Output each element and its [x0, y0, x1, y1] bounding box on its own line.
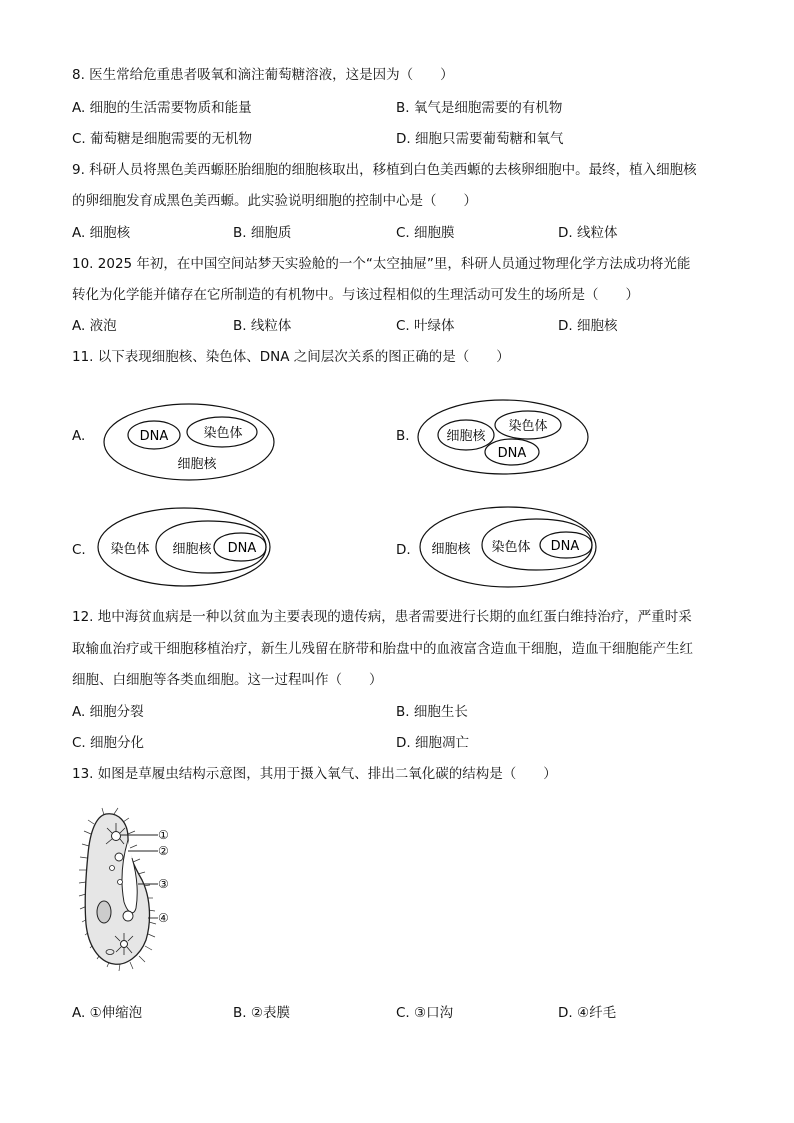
q12-stem-line-1: 12. 地中海贫血病是一种以贫血为主要表现的遗传病，患者需要进行长期的血红蛋白维持治疗，严重时采: [72, 609, 692, 625]
q11-c-chromosome-label: 染色体: [110, 542, 150, 557]
q8-option-c[interactable]: C. 葡萄糖是细胞需要的无机物: [72, 131, 253, 147]
q11-a-dna-label: DNA: [139, 429, 169, 444]
q9-stem-line-1: 9. 科研人员将黑色美西螈胚胎细胞的细胞核取出，移植到白色美西螈的去核卵细胞中。最终，植入细胞核: [72, 162, 697, 178]
q11-a-nucleus-label: 细胞核: [177, 457, 217, 472]
q13-option-d[interactable]: D. ④纤毛: [558, 1005, 617, 1021]
q10-option-b[interactable]: B. 线粒体: [233, 318, 292, 334]
marker-2: ②: [158, 844, 169, 858]
q11-diagram-d: [418, 504, 600, 590]
q11-diagram-a-label[interactable]: A.: [72, 428, 86, 444]
q13-option-a[interactable]: A. ①伸缩泡: [72, 1005, 143, 1021]
q11-d-nucleus-label: 细胞核: [431, 542, 471, 557]
q11-diagram-b: [416, 398, 591, 478]
q11-b-dna-label: DNA: [497, 446, 527, 461]
q11-b-nucleus-label: 细胞核: [446, 429, 486, 444]
q9-option-b[interactable]: B. 细胞质: [233, 225, 292, 241]
q12-option-c[interactable]: C. 细胞分化: [72, 735, 145, 751]
q9-option-c[interactable]: C. 细胞膜: [396, 225, 455, 241]
q8-option-b[interactable]: B. 氧气是细胞需要的有机物: [396, 100, 563, 116]
q12-option-d[interactable]: D. 细胞凋亡: [396, 735, 469, 751]
q8-option-d[interactable]: D. 细胞只需要葡萄糖和氧气: [396, 131, 564, 147]
q9-option-a[interactable]: A. 细胞核: [72, 225, 131, 241]
q11-diagram-c-label[interactable]: C.: [72, 542, 86, 558]
q13-stem: 13. 如图是草履虫结构示意图，其用于摄入氧气、排出二氧化碳的结构是（ ）: [72, 766, 557, 782]
q11-diagram-d-label[interactable]: D.: [396, 542, 411, 558]
q10-option-a[interactable]: A. 液泡: [72, 318, 117, 334]
q11-diagram-c: [96, 505, 278, 589]
paramecium-diagram: [76, 804, 186, 976]
q10-option-d[interactable]: D. 细胞核: [558, 318, 618, 334]
q10-stem-line-1: 10. 2025 年初，在中国空间站梦天实验舱的一个“太空抽屉”里，科研人员通过物理化学方法成功将光能: [72, 256, 691, 272]
q13-option-b[interactable]: B. ②表膜: [233, 1005, 290, 1021]
q11-b-chromosome-label: 染色体: [508, 419, 548, 434]
q11-diagram-a: [102, 402, 277, 484]
marker-1: ①: [158, 828, 169, 842]
q10-stem-line-2: 转化为化学能并储存在它所制造的有机物中。与该过程相似的生理活动可发生的场所是（ ）: [72, 287, 639, 303]
q8-option-a[interactable]: A. 细胞的生活需要物质和能量: [72, 100, 252, 116]
q10-option-c[interactable]: C. 叶绿体: [396, 318, 455, 334]
q12-option-a[interactable]: A. 细胞分裂: [72, 704, 144, 720]
q11-diagram-b-label[interactable]: B.: [396, 428, 410, 444]
q12-stem-line-2: 取输血治疗或干细胞移植治疗，新生儿残留在脐带和胎盘中的血液富含造血干细胞，造血干细胞能产生红: [72, 641, 693, 657]
q11-a-chromosome-label: 染色体: [203, 426, 243, 441]
q11-c-nucleus-label: 细胞核: [172, 542, 212, 557]
q11-stem: 11. 以下表现细胞核、染色体、DNA 之间层次关系的图正确的是（ ）: [72, 349, 510, 365]
q12-option-b[interactable]: B. 细胞生长: [396, 704, 468, 720]
marker-3: ③: [158, 877, 169, 891]
q13-option-c[interactable]: C. ③口沟: [396, 1005, 454, 1021]
q11-d-dna-label: DNA: [550, 539, 580, 554]
marker-4: ④: [158, 911, 169, 925]
q9-option-d[interactable]: D. 线粒体: [558, 225, 618, 241]
q8-stem: 8. 医生常给危重患者吸氧和滴注葡萄糖溶液，这是因为（ ）: [72, 67, 454, 83]
q12-stem-line-3: 细胞、白细胞等各类血细胞。这一过程叫作（ ）: [72, 672, 383, 688]
q11-c-dna-label: DNA: [227, 541, 257, 556]
q11-d-chromosome-label: 染色体: [491, 540, 531, 555]
q9-stem-line-2: 的卵细胞发育成黑色美西螈。此实验说明细胞的控制中心是（ ）: [72, 193, 477, 209]
